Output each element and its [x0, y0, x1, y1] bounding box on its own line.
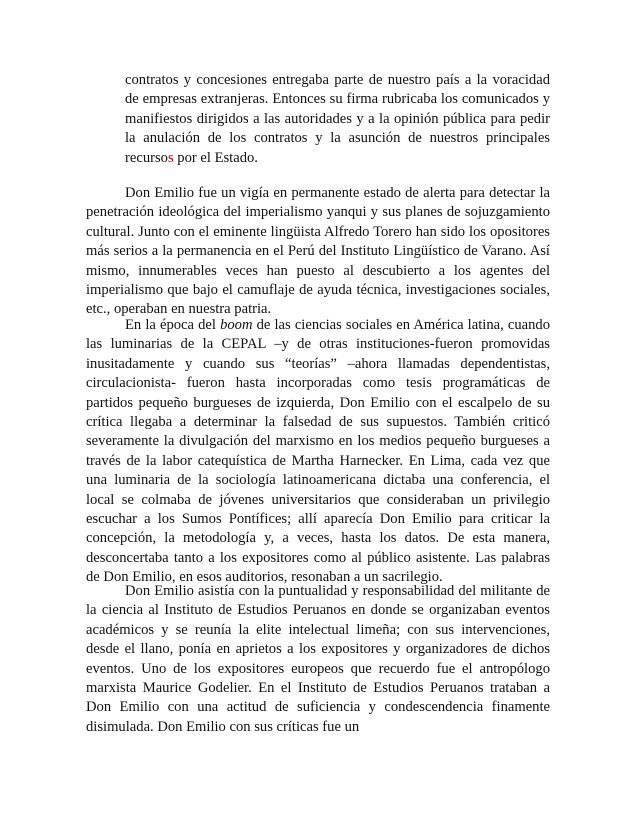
paragraph-1: Don Emilio fue un vigía en permanente estado de alerta para detectar la penetración ideológica del imperialismo yanqui y sus planes de sojuzgamiento cultural. Junto con el eminente lingüista Alfredo Torero han sido los opositores más serios a la permanencia en el Perú del Instituto Lingüístico de Varano. Así mismo, innumerables veces han puesto al descubierto a los agentes del imperialismo que bajo el camuflaje de ayuda técnica, investigaciones sociales, etc., operaban en nuestra patria.: [86, 185, 550, 318]
quote-text: contratos y concesiones entregaba parte de nuestro país a la voracidad de empresas extranjeras. Entonces su firma rubricaba los comunicados y manifiestos dirigidos a las autoridades y a la opinión pública para pedir la anulación de los contratos y la asunción de nuestros principales recurso: [125, 72, 550, 166]
paragraph-2: [86, 316, 550, 588]
italic-word-boom: boom: [220, 317, 253, 333]
quote-highlighted-letter: s: [167, 149, 174, 166]
paragraph-2-rest: de las ciencias sociales en América latina, cuando las luminarias de la CEPAL –y de otras instituciones-fueron promovidas inusitadamente y cuando sus “teorías” –ahora llamadas dependentistas, circulacionista- fueron hasta incorporadas como tesis programáticas de partidos pequeño burgueses de izquierda, Don Emilio con el escalpelo de su crítica llegaba a determinar la falsedad de sus supuestos. También criticó severamente la divulgación del marxismo en los medios pequeño burgueses a través de la labor catequística de Martha Harnecker. En Lima, cada vez que una luminaria de la sociología latinoamericana dictaba una conferencia, el local se colmaba de jóvenes universitarios que consideraban un privilegio escuchar a los Sumos Pontífices; allí aparecía Don Emilio para criticar la concepción, la metodología y, a veces, hasta los datos. De esta manera, desconcertaba tanto a los expositores como al público asistente. Las palabras de Don Emilio, en esos auditorios, resonaban a un sacrilegio.: [86, 317, 550, 586]
quote-text-end: por el Estado.: [173, 149, 258, 166]
quoted-passage: [125, 71, 550, 168]
paragraph-3: Don Emilio asistía con la puntualidad y responsabilidad del militante de la ciencia al Instituto de Estudios Peruanos en donde se organizaban eventos académicos y se reunía la elite intelectual limeña; con sus intervenciones, desde el llano, ponía en aprietos a los expositores y organizadores de dichos eventos. Uno de los expositores europeos que recuerdo fue el antropólogo marxista Maurice Godelier. En el Instituto de Estudios Peruanos trataban a Don Emilio con una actitud de suficiencia y condescendencia finamente disimulada. Don Emilio con sus críticas fue un: [86, 583, 550, 735]
paragraph-2-start: En la época del: [125, 317, 221, 333]
